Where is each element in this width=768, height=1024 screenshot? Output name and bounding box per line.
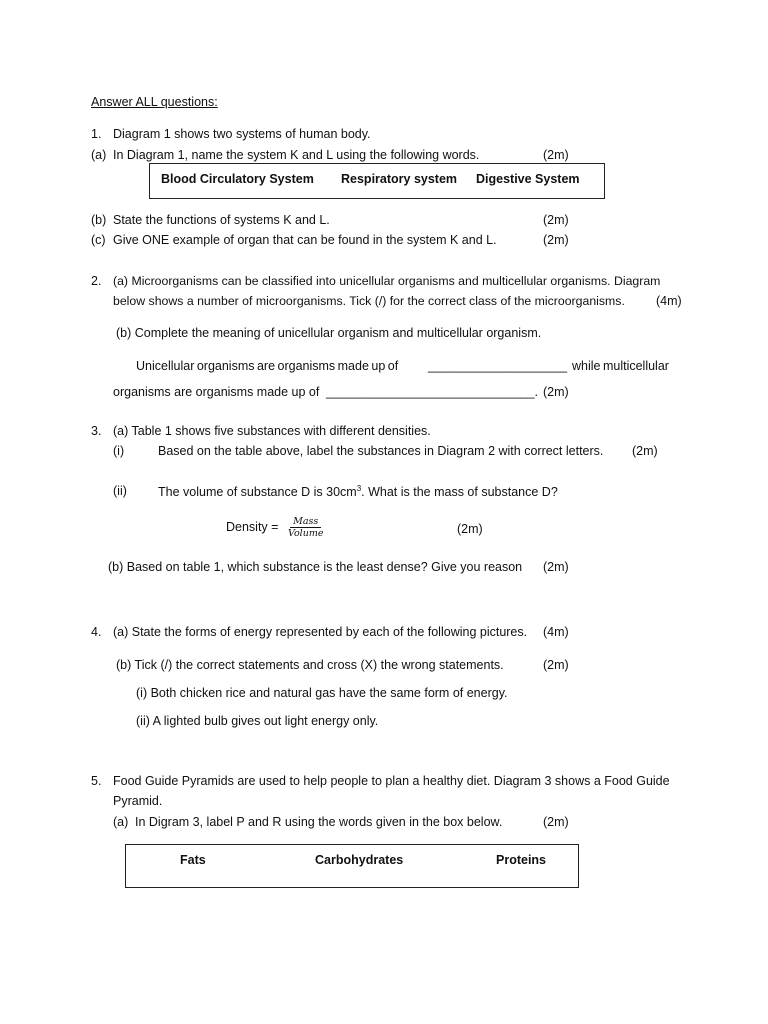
q2-fill-line1-start: Unicellular organisms are organisms made up of xyxy=(136,359,399,373)
q5-intro-line1: Food Guide Pyramids are used to help people to plan a healthy diet. Diagram 3 shows a Food Guide xyxy=(113,774,670,788)
q3aii-text: The volume of substance D is $30cm^3$. What is the mass of substance D? xyxy=(158,484,558,500)
formula-denominator: Volume xyxy=(287,528,324,539)
formula-marks: (2m) xyxy=(457,522,483,536)
q4a-marks: (4m) xyxy=(543,625,569,639)
q2a-line2: below shows a number of microorganisms. Tick (/) for the correct class of the microorganisms. xyxy=(113,294,625,308)
q4-statement-1: (i) Both chicken rice and natural gas have the same form of energy. xyxy=(136,686,508,700)
q2-number: 2. xyxy=(91,274,102,288)
formula-numerator: Mass xyxy=(290,516,321,528)
q1b-text: State the functions of systems K and L. xyxy=(113,213,330,227)
word-digestive: Digestive System xyxy=(476,172,580,186)
q2-fill-line1-end: while multicellular xyxy=(572,359,669,373)
word-carbohydrates: Carbohydrates xyxy=(315,853,404,867)
q5a-label: (a) xyxy=(113,815,129,829)
q1c-marks: (2m) xyxy=(543,233,569,247)
q5-number: 5. xyxy=(91,774,102,788)
q1a-marks: (2m) xyxy=(543,148,569,162)
q4a-text: (a) State the forms of energy represented by each of the following pictures. xyxy=(113,625,528,639)
q3a-text: (a) Table 1 shows five substances with different densities. xyxy=(113,424,431,438)
q1-intro: Diagram 1 shows two systems of human body. xyxy=(113,127,371,141)
q3ai-marks: (2m) xyxy=(632,444,658,458)
q3b-text: (b) Based on table 1, which substance is the least dense? Give you reason xyxy=(108,560,523,574)
q3ai-label: (i) xyxy=(113,444,125,458)
q2-fill-line2-start: organisms are organisms made up of xyxy=(113,385,320,399)
q1b-label: (b) xyxy=(91,213,107,227)
q3aii-label: (ii) xyxy=(113,484,127,498)
q1c-text: Give ONE example of organ that can be found in the system K and L. xyxy=(113,233,497,247)
q3ai-text: Based on the table above, label the substances in Diagram 2 with correct letters. xyxy=(158,444,604,458)
q2b-text: (b) Complete the meaning of unicellular organism and multicellular organism. xyxy=(116,326,542,340)
word-respiratory: Respiratory system xyxy=(341,172,458,186)
q4b-text: (b) Tick (/) the correct statements and cross (X) the wrong statements. xyxy=(116,658,504,672)
q1a-label: (a) xyxy=(91,148,107,162)
q5a-text: In Digram 3, label P and R using the words given in the box below. xyxy=(135,815,503,829)
q5-intro-line2: Pyramid. xyxy=(113,794,163,808)
q1a-text: In Diagram 1, name the system K and L using the following words. xyxy=(113,148,480,162)
q3-number: 3. xyxy=(91,424,102,438)
q3b-marks: (2m) xyxy=(543,560,569,574)
q5-word-box xyxy=(125,844,579,888)
q2a-line1: (a) Microorganisms can be classified into unicellular organisms and multicellular organisms. Diagram xyxy=(113,274,661,288)
word-fats: Fats xyxy=(180,853,206,867)
q4b-marks: (2m) xyxy=(543,658,569,672)
word-blood-circulatory: Blood Circulatory System xyxy=(161,172,314,186)
q1-number: 1. xyxy=(91,127,102,141)
formula-lhs: Density = xyxy=(226,519,279,534)
q5a-marks: (2m) xyxy=(543,815,569,829)
q2-fill-blank2: ______________________________. xyxy=(326,385,539,399)
q2-fill-marks: (2m) xyxy=(543,385,569,399)
q1-word-box xyxy=(149,163,605,199)
q2-fill-blank1: ____________________ xyxy=(428,359,568,373)
q1c-label: (c) xyxy=(91,233,106,247)
q4-number: 4. xyxy=(91,625,102,639)
q2a-marks: (4m) xyxy=(656,294,682,308)
q1b-marks: (2m) xyxy=(543,213,569,227)
word-proteins: Proteins xyxy=(496,853,547,867)
q4-statement-2: (ii) A lighted bulb gives out light energy only. xyxy=(136,714,379,728)
density-formula xyxy=(226,516,326,539)
formula-fraction xyxy=(285,516,327,539)
section-heading: Answer ALL questions: xyxy=(91,95,218,109)
